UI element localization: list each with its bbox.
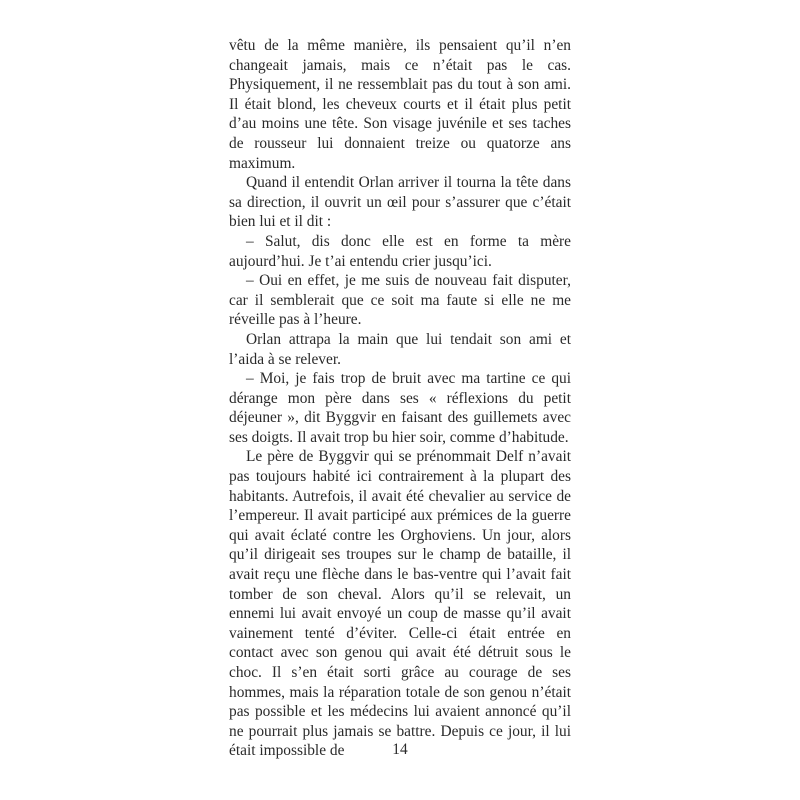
dialogue-line: – Oui en effet, je me suis de nouveau fait disputer, car il semblerait que ce soit ma faute si elle ne me réveille pas à l’heure. [229, 272, 571, 329]
page-number: 14 [392, 741, 408, 758]
dialogue-line: – Salut, dis donc elle est en forme ta mère aujourd’hui. Je t’ai entendu crier jusqu’ici. [229, 232, 571, 270]
paragraph: vêtu de la même manière, ils pensaient qu’il n’en changeait jamais, mais ce n’était pas le cas. Physiquement, il ne ressemblait pas du tout à son ami. Il était blond, les cheveux courts et il était plus petit d’au moins une tête. Son visage juvénile et ses taches de rousseur lui donnaient treize ou quatorze ans maximum. [229, 37, 571, 172]
body-text [229, 36, 571, 761]
paragraph: Le père de Byggvir qui se prénommait Delf n’avait pas toujours habité ici contrairement à la plupart des habitants. Autrefois, il avait été chevalier au service de l’empereur. Il avait participé aux prémices de la guerre qui avait éclaté contre les Orghoviens. Un jour, alors qu’il dirigeait ses troupes sur le champ de bataille, il avait reçu une flèche dans le bas-ventre qui l’avait fait tomber de son cheval. Alors qu’il se relevait, un ennemi lui avait envoyé un coup de masse qu’il avait vainement tenté d’éviter. Celle-ci était entrée en contact avec son genou qui avait été détruit sous le choc. Il s’en était sorti grâce au courage de ses hommes, mais la réparation totale de son genou n’était pas possible et les médecins lui avaient annoncé qu’il ne pourrait plus jamais se battre. Depuis ce jour, il lui était impossible de [229, 448, 571, 760]
paragraph: Orlan attrapa la main que lui tendait son ami et l’aida à se relever. [229, 330, 571, 368]
paragraph: Quand il entendit Orlan arriver il tourna la tête dans sa direction, il ouvrit un œil pour s’assurer que c’était bien lui et il dit : [229, 174, 571, 231]
dialogue-line: – Moi, je fais trop de bruit avec ma tartine ce qui dérange mon père dans ses « réflexions du petit déjeuner », dit Byggvir en faisant des guillemets avec ses doigts. Il avait trop bu hier soir, comme d’habitude. [229, 370, 571, 446]
